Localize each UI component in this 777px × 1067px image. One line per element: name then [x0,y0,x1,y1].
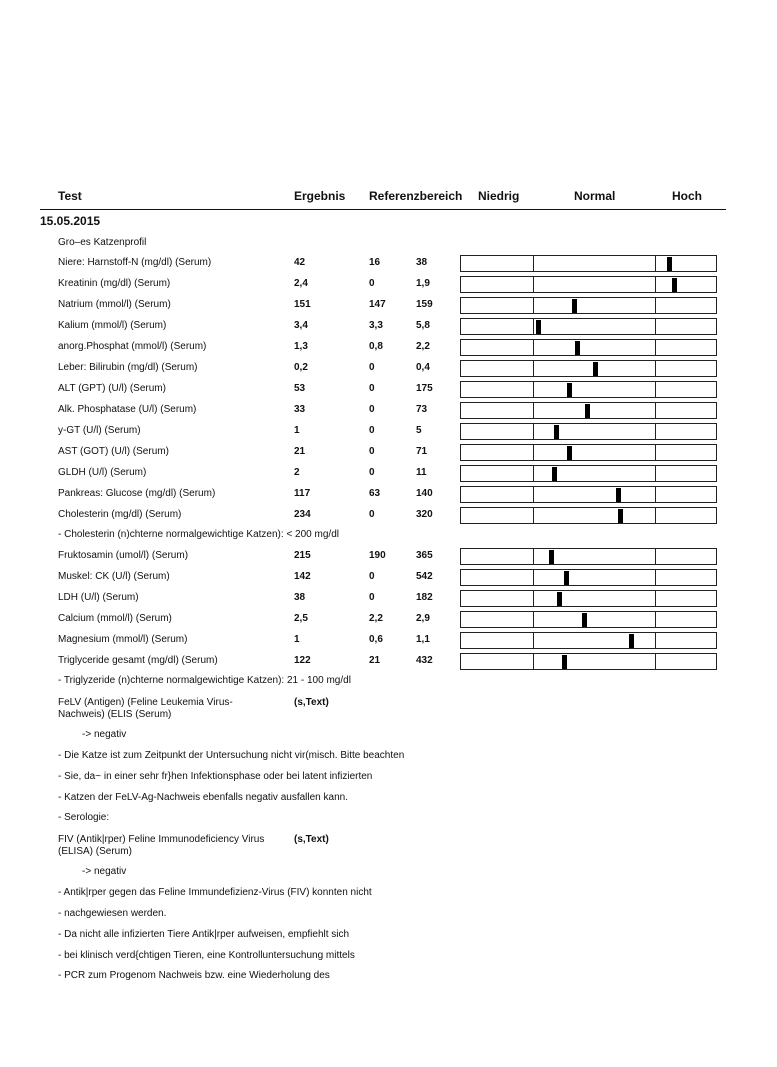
table-row [0,423,777,441]
test-name: Fruktosamin (umol/l) (Serum) [58,550,189,561]
gauge-divider [655,319,656,334]
ref-high: 140 [416,488,433,499]
range-gauge [460,402,717,419]
ref-low: 0 [369,425,375,436]
gauge-marker [616,488,621,502]
test-name: LDH (U/l) (Serum) [58,592,139,603]
gauge-divider [655,277,656,292]
test-name: Niere: Harnstoff-N (mg/dl) (Serum) [58,257,212,268]
result-value: 0,2 [294,362,308,373]
table-row [0,402,777,420]
report-date: 15.05.2015 [40,214,101,228]
gauge-divider [655,445,656,460]
result-value: 151 [294,299,311,310]
table-row [0,255,777,273]
gauge-divider [655,361,656,376]
ref-high: 542 [416,571,433,582]
ref-low: 0,6 [369,634,383,645]
gauge-divider [533,633,534,648]
result-value: 21 [294,446,306,457]
ref-low: 0 [369,446,375,457]
table-row [0,653,777,671]
gauge-marker [564,571,569,585]
result-value: 142 [294,571,311,582]
gauge-divider [655,424,656,439]
ref-low: 16 [369,257,381,268]
gauge-divider [533,445,534,460]
test-name: GLDH (U/l) (Serum) [58,467,147,478]
gauge-divider [533,424,534,439]
gauge-divider [655,382,656,397]
gauge-marker [582,613,587,627]
felv-line: - Serologie: [58,812,110,823]
gauge-divider [533,612,534,627]
table-row [0,548,777,566]
result-value: 38 [294,592,306,603]
ref-high: 159 [416,299,433,310]
test-name: AST (GOT) (U/l) (Serum) [58,446,169,457]
gauge-divider [533,654,534,669]
gauge-divider [655,654,656,669]
table-row [0,276,777,294]
gauge-marker [585,404,590,418]
result-value: 1 [294,425,300,436]
ref-low: 3,3 [369,320,383,331]
gauge-divider [655,256,656,271]
table-row [0,444,777,462]
ref-low: 0 [369,362,375,373]
gauge-divider [533,361,534,376]
range-gauge [460,360,717,377]
table-row [0,339,777,357]
felv-verdict: -> negativ [82,729,127,740]
result-value: 2,4 [294,278,308,289]
range-gauge [460,444,717,461]
header-hoch: Hoch [672,189,702,203]
section-title: Gro–es Katzenprofil [58,237,147,248]
result-value: 1 [294,634,300,645]
range-gauge [460,255,717,272]
result-value: 2,5 [294,613,308,624]
table-row [0,297,777,315]
test-name: Leber: Bilirubin (mg/dl) (Serum) [58,362,198,373]
gauge-marker [554,425,559,439]
test-name: ALT (GPT) (U/l) (Serum) [58,383,166,394]
ref-low: 0,8 [369,341,383,352]
felv-line: - Katzen der FeLV-Ag-Nachweis ebenfalls negativ ausfallen kann. [58,792,348,803]
result-value: 3,4 [294,320,308,331]
gauge-divider [655,570,656,585]
ref-high: 432 [416,655,433,666]
test-name: Natrium (mmol/l) (Serum) [58,299,171,310]
result-value: 215 [294,550,311,561]
table-row [0,590,777,608]
range-gauge [460,465,717,482]
test-name: Kreatinin (mg/dl) (Serum) [58,278,171,289]
gauge-divider [655,549,656,564]
test-name: Magnesium (mmol/l) (Serum) [58,634,188,645]
test-name: y-GT (U/l) (Serum) [58,425,141,436]
range-gauge [460,297,717,314]
header-referenzbereich: Referenzbereich [369,189,463,203]
gauge-marker [552,467,557,481]
range-gauge [460,318,717,335]
ref-high: 1,9 [416,278,430,289]
table-row [0,465,777,483]
table-row [0,486,777,504]
result-value: 33 [294,404,306,415]
felv-line: - Sie, da~ in einer sehr fr}hen Infektionsphase oder bei latent infizierten [58,771,373,782]
test-name: anorg.Phosphat (mmol/l) (Serum) [58,341,207,352]
gauge-marker [567,446,572,460]
ref-high: 175 [416,383,433,394]
fiv-result: (s,Text) [294,834,329,845]
result-value: 234 [294,509,311,520]
gauge-divider [533,403,534,418]
header-test: Test [58,189,82,203]
range-gauge [460,590,717,607]
range-gauge [460,486,717,503]
header-ergebnis: Ergebnis [294,189,346,203]
range-gauge [460,381,717,398]
fiv-name-line1: FIV (Antik|rper) Feline Immunodeficiency Virus [58,834,265,845]
note-cholesterin: - Cholesterin (n)chterne normalgewichtige Katzen): < 200 mg/dl [58,529,339,540]
ref-low: 0 [369,467,375,478]
ref-high: 11 [416,467,427,478]
ref-high: 5 [416,425,422,436]
gauge-divider [533,549,534,564]
fiv-name-line2: (ELISA) (Serum) [58,846,132,857]
test-name: Pankreas: Glucose (mg/dl) (Serum) [58,488,216,499]
gauge-divider [655,403,656,418]
gauge-divider [533,570,534,585]
result-value: 1,3 [294,341,308,352]
gauge-marker [536,320,541,334]
test-name: Muskel: CK (U/l) (Serum) [58,571,170,582]
gauge-divider [655,508,656,523]
range-gauge [460,423,717,440]
header-niedrig: Niedrig [478,189,520,203]
gauge-divider [655,298,656,313]
felv-test-name [58,697,288,721]
ref-high: 365 [416,550,433,561]
ref-low: 0 [369,592,375,603]
table-row [0,381,777,399]
gauge-marker [672,278,677,292]
gauge-divider [655,487,656,502]
gauge-divider [533,298,534,313]
gauge-divider [533,591,534,606]
table-header [40,187,726,210]
result-value: 53 [294,383,306,394]
test-name: Kalium (mmol/l) (Serum) [58,320,167,331]
ref-high: 1,1 [416,634,430,645]
fiv-line: - nachgewiesen werden. [58,908,167,919]
table-row [0,360,777,378]
result-value: 122 [294,655,311,666]
ref-high: 71 [416,446,428,457]
note-triglyceride: - Triglyzeride (n)chterne normalgewichtige Katzen): 21 - 100 mg/dl [58,675,351,686]
fiv-line: - bei klinisch verd{chtigen Tieren, eine Kontrolluntersuchung mittels [58,950,355,961]
gauge-divider [533,487,534,502]
table-row [0,569,777,587]
table-row [0,507,777,525]
table-row [0,318,777,336]
range-gauge [460,507,717,524]
gauge-marker [562,655,567,669]
gauge-divider [533,256,534,271]
result-value: 117 [294,488,311,499]
felv-name-line2: Nachweis) (ELIS (Serum) [58,709,172,720]
header-normal: Normal [574,189,616,203]
gauge-divider [655,466,656,481]
range-gauge [460,632,717,649]
table-row [0,611,777,629]
range-gauge [460,611,717,628]
gauge-divider [655,591,656,606]
range-gauge [460,548,717,565]
test-name: Alk. Phosphatase (U/l) (Serum) [58,404,197,415]
fiv-line: - Antik|rper gegen das Feline Immundefizienz-Virus (FIV) konnten nicht [58,887,372,898]
range-gauge [460,276,717,293]
ref-high: 0,4 [416,362,430,373]
gauge-marker [593,362,598,376]
felv-line: - Die Katze ist zum Zeitpunkt der Untersuchung nicht vir(misch. Bitte beachten [58,750,405,761]
gauge-marker [572,299,577,313]
gauge-marker [575,341,580,355]
ref-low: 190 [369,550,386,561]
table-row [0,632,777,650]
gauge-marker [667,257,672,271]
test-name: Triglyceride gesamt (mg/dl) (Serum) [58,655,218,666]
gauge-marker [567,383,572,397]
ref-high: 5,8 [416,320,430,331]
ref-low: 0 [369,509,375,520]
gauge-marker [549,550,554,564]
range-gauge [460,569,717,586]
ref-high: 2,2 [416,341,430,352]
gauge-divider [533,382,534,397]
ref-high: 320 [416,509,433,520]
ref-high: 73 [416,404,428,415]
fiv-line: - PCR zum Progenom Nachweis bzw. eine Wiederholung des [58,970,330,981]
gauge-marker [629,634,634,648]
test-name: Calcium (mmol/l) (Serum) [58,613,172,624]
gauge-marker [557,592,562,606]
test-name: Cholesterin (mg/dl) (Serum) [58,509,182,520]
result-value: 42 [294,257,306,268]
ref-low: 21 [369,655,381,666]
gauge-divider [533,508,534,523]
felv-result: (s,Text) [294,697,329,708]
gauge-divider [533,466,534,481]
ref-low: 147 [369,299,386,310]
gauge-divider [533,340,534,355]
ref-high: 2,9 [416,613,430,624]
fiv-test-name [58,834,288,858]
gauge-divider [533,277,534,292]
felv-name-line1: FeLV (Antigen) (Feline Leukemia Virus- [58,697,233,708]
gauge-divider [655,612,656,627]
ref-low: 2,2 [369,613,383,624]
gauge-divider [655,633,656,648]
result-value: 2 [294,467,300,478]
fiv-line: - Da nicht alle infizierten Tiere Antik|rper aufweisen, empfiehlt sich [58,929,350,940]
ref-high: 182 [416,592,433,603]
ref-low: 0 [369,383,375,394]
ref-low: 63 [369,488,381,499]
range-gauge [460,339,717,356]
gauge-divider [533,319,534,334]
range-gauge [460,653,717,670]
gauge-marker [618,509,623,523]
ref-low: 0 [369,278,375,289]
ref-low: 0 [369,404,375,415]
ref-high: 38 [416,257,428,268]
gauge-divider [655,340,656,355]
fiv-verdict: -> negativ [82,866,127,877]
ref-low: 0 [369,571,375,582]
